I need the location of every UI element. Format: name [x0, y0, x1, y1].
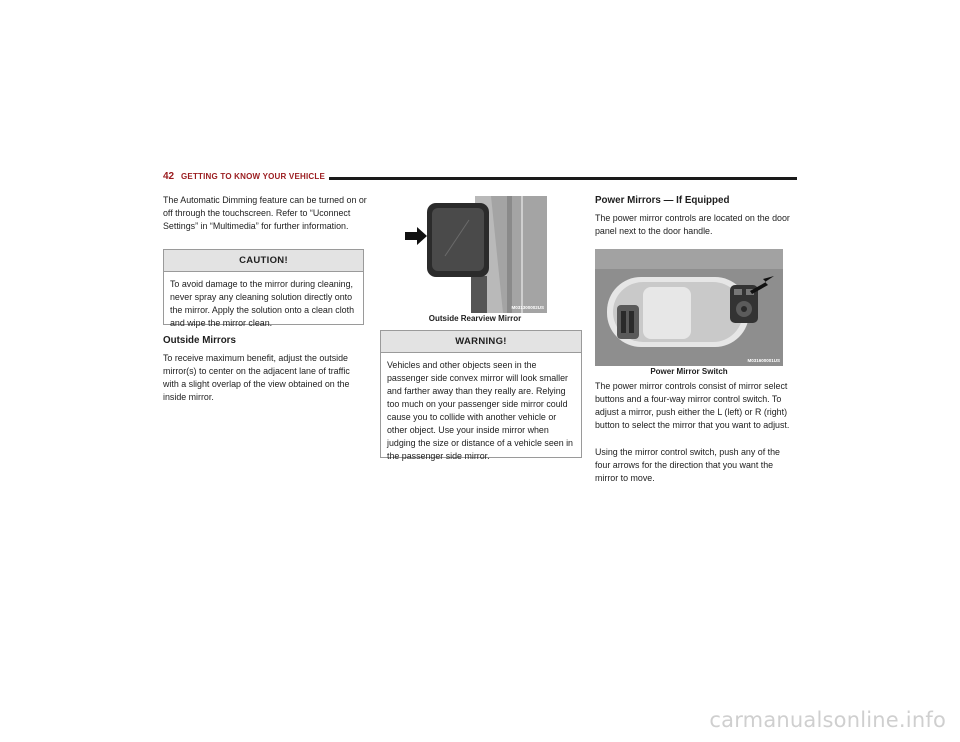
- arrow-icon: [405, 226, 427, 246]
- figure-code: M031300002US: [511, 305, 544, 310]
- watermark-logo: carmanualsonline.info: [709, 708, 946, 732]
- power-mirror-switch-image: [595, 249, 783, 366]
- arrow-icon: [750, 275, 774, 295]
- intro-paragraph: The Automatic Dimming feature can be turned on or off through the touchscreen. Refer to “Uconnect Settings” in “Multimedia” for further information.: [163, 195, 367, 231]
- caution-title: CAUTION!: [164, 250, 363, 272]
- warning-body: Vehicles and other objects seen in the passenger side convex mirror will look smaller and farther away than they really are. Relying too much on your passenger side mirror could cause you to collide with another vehicle or other object. Use your inside mirror when judging the size or distance of a vehicle seen in the passenger side mirror.: [387, 360, 573, 461]
- power-mirrors-paragraph-1: The power mirror controls consist of mirror select buttons and a four-way mirror control switch. To adjust a mirror, push either the L (left) or R (right) button to select the mirror that you want to adjust.: [595, 381, 790, 430]
- caution-box: [163, 249, 364, 328]
- outside-mirrors-paragraph: To receive maximum benefit, adjust the outside mirror(s) to center on the adjacent lane of traffic with a slight overlap of the view obtained on the inside mirror.: [163, 353, 350, 402]
- section-title: GETTING TO KNOW YOUR VEHICLE: [181, 172, 325, 181]
- figure-caption: Outside Rearview Mirror: [428, 314, 522, 323]
- figure-code: M031600001US: [747, 358, 780, 363]
- outside-rearview-mirror-image: [403, 196, 547, 313]
- caution-body: To avoid damage to the mirror during cleaning, never spray any cleaning solution directly onto the mirror. Apply the solution onto a clean cloth and wipe the mirror clean.: [170, 279, 355, 328]
- warning-box: [380, 330, 582, 461]
- header-rule: [329, 177, 797, 180]
- warning-title: WARNING!: [381, 331, 581, 353]
- power-mirrors-intro: The power mirror controls are located on the door panel next to the door handle.: [595, 213, 790, 236]
- switch-illustration: [595, 249, 783, 366]
- figure-caption: Power Mirror Switch: [650, 367, 728, 376]
- mirror-illustration: [403, 196, 547, 313]
- power-mirrors-paragraph-2: Using the mirror control switch, push any of the four arrows for the direction that you want the mirror to move.: [595, 447, 780, 483]
- page-header: [163, 171, 797, 185]
- power-mirrors-heading: Power Mirrors — If Equipped: [595, 195, 730, 206]
- page-number: 42: [163, 171, 175, 182]
- outside-mirrors-heading: Outside Mirrors: [163, 335, 236, 346]
